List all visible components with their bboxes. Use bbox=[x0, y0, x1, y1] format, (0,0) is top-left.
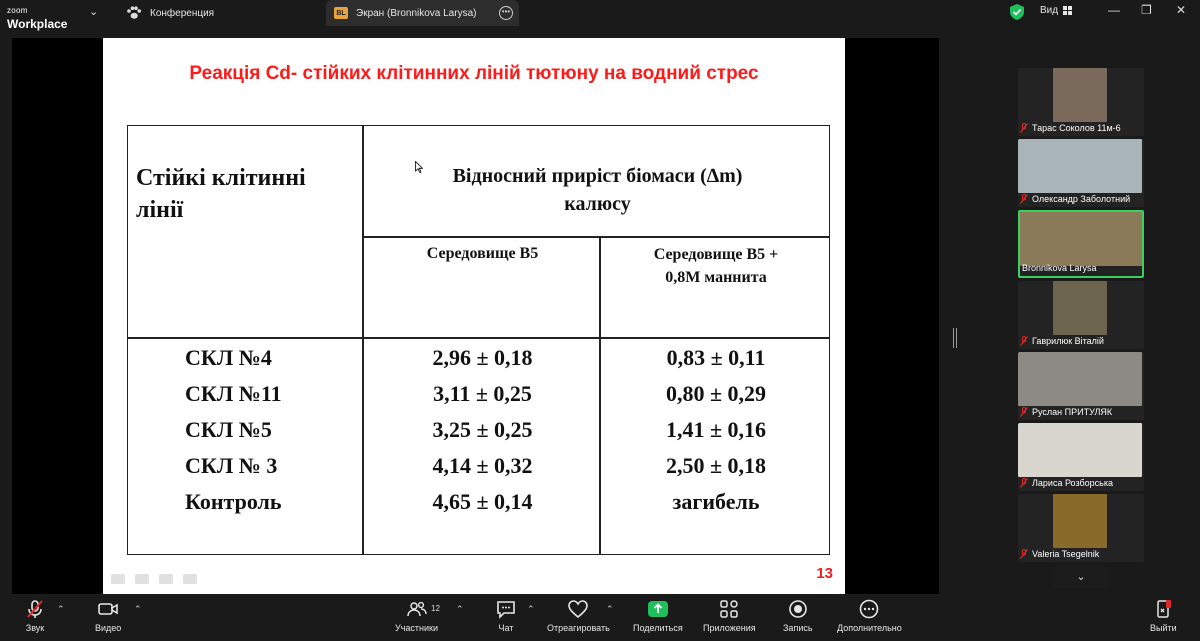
slide-menu-icon[interactable] bbox=[159, 574, 173, 584]
participant-name: Valeria Tsegelnik bbox=[1032, 548, 1100, 559]
mic-muted-icon bbox=[24, 598, 46, 620]
chat-button[interactable] bbox=[495, 598, 517, 633]
audio-button[interactable] bbox=[24, 598, 46, 633]
chevron-down-icon[interactable]: ⌄ bbox=[89, 6, 99, 18]
apps-button[interactable] bbox=[703, 598, 756, 633]
close-icon[interactable]: ✕ bbox=[1176, 3, 1187, 17]
meeting-toolbar bbox=[0, 596, 1200, 641]
gallery-scroll-down-icon[interactable]: ⌄ bbox=[1052, 566, 1110, 588]
share-screen-icon bbox=[647, 598, 669, 620]
header-cell-b5-mannitol bbox=[601, 243, 831, 289]
view-label: Вид bbox=[1040, 5, 1059, 16]
cell-b5: 2,96 ± 0,18 bbox=[432, 345, 533, 370]
next-arrow-icon[interactable] bbox=[183, 574, 197, 584]
participant-video bbox=[1018, 139, 1142, 193]
participant-video bbox=[1018, 423, 1142, 477]
table-row bbox=[128, 345, 831, 381]
header-cell-lines bbox=[136, 162, 306, 226]
cell-line: СКЛ №4 bbox=[185, 345, 272, 370]
participant-tile[interactable] bbox=[1018, 352, 1144, 420]
participant-tile[interactable] bbox=[1018, 281, 1144, 349]
table-divider bbox=[362, 236, 829, 238]
table-row bbox=[128, 453, 831, 489]
data-table bbox=[127, 125, 830, 555]
participant-name: Лариса Розборська bbox=[1032, 477, 1113, 488]
participant-name-bar bbox=[1020, 547, 1142, 560]
header-text: Середовище В5 + bbox=[653, 246, 779, 263]
tab-screen-label: Экран (Bronnikova Larysa) bbox=[356, 7, 477, 19]
more-button[interactable] bbox=[837, 598, 902, 633]
cell-b5m: 0,80 ± 0,29 bbox=[665, 381, 767, 406]
header-text: Стійкі клітинні bbox=[136, 165, 306, 191]
logo-zoom-text: zoom bbox=[7, 6, 28, 15]
participant-tile[interactable] bbox=[1018, 68, 1144, 136]
paw-icon bbox=[126, 6, 142, 20]
leave-label: Выйти bbox=[1150, 623, 1177, 633]
header-text: лінії bbox=[136, 197, 184, 223]
apps-label: Приложения bbox=[703, 623, 756, 633]
minimize-icon[interactable]: — bbox=[1108, 3, 1120, 17]
mic-muted-icon bbox=[1020, 478, 1028, 488]
react-button[interactable] bbox=[547, 598, 610, 633]
participant-name: Олександр Заболотний bbox=[1032, 193, 1131, 204]
arrow-tool-icon[interactable] bbox=[111, 574, 125, 584]
participant-name-bar bbox=[1022, 261, 1140, 274]
cell-b5: 3,25 ± 0,25 bbox=[432, 417, 533, 442]
participant-video bbox=[1018, 352, 1142, 406]
mic-muted-icon bbox=[1020, 407, 1028, 417]
participant-video bbox=[1020, 212, 1144, 266]
record-label: Запись bbox=[783, 623, 813, 633]
header-cell-b5: Середовище В5 bbox=[426, 245, 539, 262]
table-row bbox=[128, 381, 831, 417]
grid-icon bbox=[1063, 6, 1072, 15]
participant-name: Тарас Соколов 11м-6 bbox=[1032, 122, 1121, 133]
mic-muted-icon bbox=[1020, 549, 1028, 559]
share-label: Поделиться bbox=[633, 623, 683, 633]
zoom-logo bbox=[7, 1, 67, 30]
table-divider bbox=[128, 337, 829, 339]
annotation-toolbar[interactable] bbox=[111, 574, 197, 584]
heart-icon bbox=[567, 598, 589, 620]
header-text: Відносний приріст біомаси (∆m) bbox=[452, 165, 743, 187]
slide-page-number: 13 bbox=[816, 565, 833, 582]
resize-handle[interactable] bbox=[953, 328, 957, 348]
title-bar bbox=[0, 0, 1200, 31]
record-button[interactable] bbox=[783, 598, 813, 633]
video-camera-icon bbox=[97, 598, 119, 620]
record-icon bbox=[787, 598, 809, 620]
table-row bbox=[128, 417, 831, 453]
tab-conference[interactable] bbox=[126, 0, 214, 26]
participant-name-bar bbox=[1020, 121, 1142, 134]
mouse-cursor-icon bbox=[415, 161, 423, 173]
cell-b5m: 1,41 ± 0,16 bbox=[665, 417, 767, 442]
participant-name: Руслан ПРИТУЛЯК bbox=[1032, 406, 1113, 417]
chat-options-caret-icon[interactable]: ⌃ bbox=[527, 604, 535, 614]
more-options-icon[interactable]: ••• bbox=[499, 6, 513, 20]
participants-options-caret-icon[interactable]: ⌃ bbox=[456, 604, 464, 614]
participant-video bbox=[1053, 494, 1107, 548]
presentation-slide bbox=[103, 38, 845, 594]
table-row bbox=[128, 489, 831, 525]
audio-label: Звук bbox=[25, 623, 45, 633]
participant-video bbox=[1053, 281, 1107, 335]
cell-line: СКЛ № 3 bbox=[185, 453, 278, 478]
slide-title: Реакція Cd- стійких клітинних ліній тютюну на водний стрес bbox=[189, 63, 759, 84]
participant-name-bar bbox=[1020, 476, 1142, 489]
react-label: Отреагировать bbox=[547, 623, 610, 633]
audio-options-caret-icon[interactable]: ⌃ bbox=[57, 604, 65, 614]
cell-b5m: загибель bbox=[672, 489, 760, 514]
more-icon bbox=[858, 598, 880, 620]
mic-muted-icon bbox=[1020, 123, 1028, 133]
participant-video bbox=[1053, 68, 1107, 122]
cell-line: СКЛ №5 bbox=[185, 417, 272, 442]
participant-tile[interactable] bbox=[1018, 423, 1144, 491]
react-options-caret-icon[interactable]: ⌃ bbox=[606, 604, 614, 614]
cell-line: СКЛ №11 bbox=[185, 381, 282, 406]
cell-b5m: 2,50 ± 0,18 bbox=[665, 453, 767, 478]
share-button[interactable] bbox=[633, 598, 683, 633]
cell-b5: 4,14 ± 0,32 bbox=[432, 453, 533, 478]
logo-workplace-text: Workplace bbox=[7, 17, 68, 31]
participant-gallery bbox=[1018, 68, 1145, 591]
participant-name-bar bbox=[1020, 192, 1142, 205]
video-options-caret-icon[interactable]: ⌃ bbox=[134, 604, 142, 614]
presenter-badge: BL bbox=[334, 7, 348, 19]
participant-tile[interactable] bbox=[1018, 494, 1144, 562]
participant-name: Bronnikova Larysa bbox=[1022, 262, 1097, 273]
participant-name-bar bbox=[1020, 334, 1142, 347]
view-button[interactable] bbox=[1040, 5, 1072, 16]
apps-icon bbox=[718, 598, 740, 620]
participants-label: Участники bbox=[395, 623, 438, 633]
header-text: калюсу bbox=[564, 193, 631, 215]
header-text: 0,8М маннита bbox=[665, 269, 767, 286]
leave-button[interactable] bbox=[1150, 598, 1177, 633]
mic-muted-icon bbox=[1020, 194, 1028, 204]
header-cell-biomass bbox=[364, 162, 831, 218]
video-button[interactable] bbox=[95, 598, 121, 633]
participant-name: Гаврилюк Віталій bbox=[1032, 335, 1104, 346]
shield-check-icon[interactable] bbox=[1010, 4, 1024, 20]
restore-icon[interactable]: ❐ bbox=[1141, 3, 1152, 17]
cell-b5: 4,65 ± 0,14 bbox=[432, 489, 533, 514]
cell-line: Контроль bbox=[185, 489, 282, 514]
participant-tile[interactable] bbox=[1018, 139, 1144, 207]
chat-label: Чат bbox=[498, 623, 514, 633]
participant-tile[interactable] bbox=[1018, 210, 1144, 278]
participant-name-bar bbox=[1020, 405, 1142, 418]
pen-tool-icon[interactable] bbox=[135, 574, 149, 584]
cell-b5: 3,11 ± 0,25 bbox=[433, 381, 532, 406]
participants-icon bbox=[406, 598, 428, 620]
video-label: Видео bbox=[95, 623, 122, 633]
tab-conference-label: Конференция bbox=[150, 7, 215, 19]
tab-screen-share[interactable] bbox=[326, 0, 519, 26]
leave-icon bbox=[1152, 598, 1174, 620]
more-label: Дополнительно bbox=[837, 623, 902, 633]
chat-icon bbox=[495, 598, 517, 620]
participants-count: 12 bbox=[431, 604, 440, 613]
cell-b5m: 0,83 ± 0,11 bbox=[666, 345, 766, 370]
mic-muted-icon bbox=[1020, 336, 1028, 346]
